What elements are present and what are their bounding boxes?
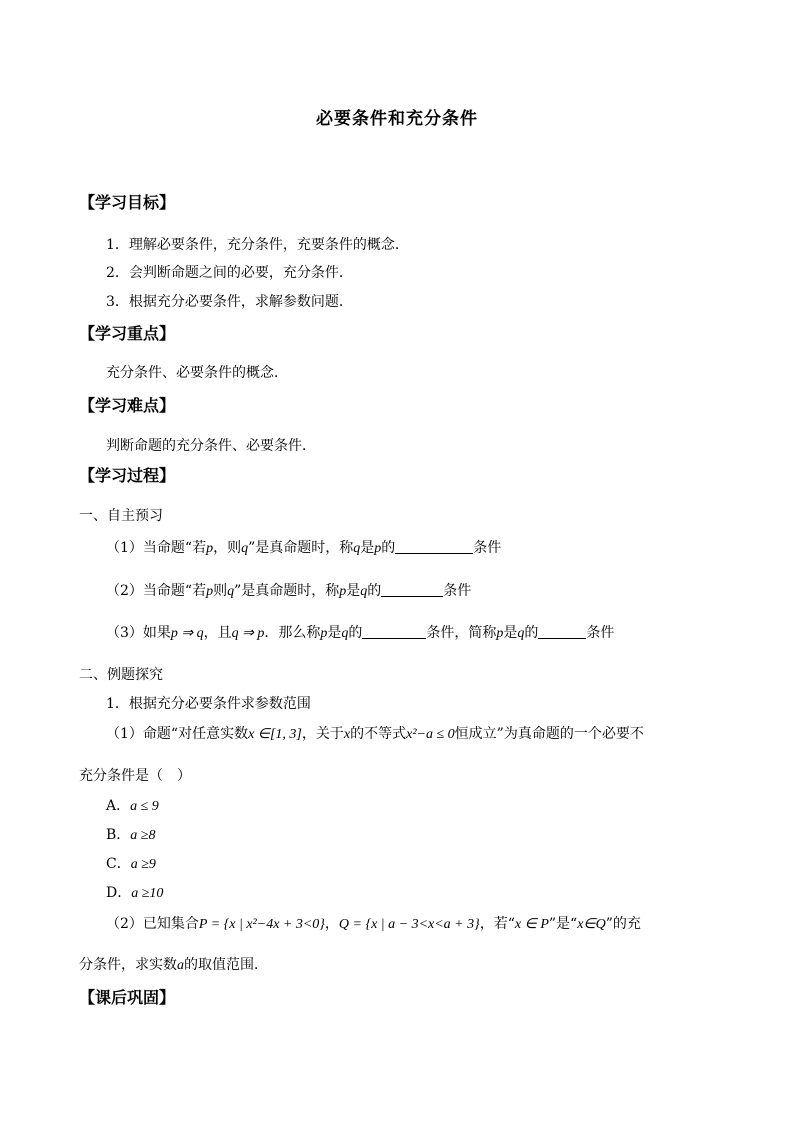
option-c[interactable]: C．a ≥9: [106, 856, 156, 872]
option-a[interactable]: A．a ≤ 9: [106, 798, 159, 814]
preview-question-2: （2）当命题“若p则q”是真命题时，称p是q的 条件: [106, 583, 472, 599]
objective-item: 2．会判断命题之间的必要，充分条件．: [106, 265, 353, 281]
answer-blank[interactable]: [381, 582, 443, 597]
key-points-text: 充分条件、必要条件的概念．: [106, 365, 288, 381]
example-1-stem-continued: 充分条件是（ ）: [79, 768, 191, 784]
section-heading-after-class: 【课后巩固】: [79, 988, 176, 1007]
section-heading-difficulties: 【学习难点】: [79, 396, 176, 415]
answer-blank[interactable]: [362, 624, 426, 639]
difficulties-text: 判断命题的充分条件、必要条件．: [106, 438, 316, 454]
preview-heading: 一、自主预习: [79, 508, 163, 524]
examples-subheading: 1．根据充分必要条件求参数范围: [106, 696, 311, 712]
answer-blank[interactable]: [395, 539, 473, 554]
option-d[interactable]: D．a ≥10: [106, 885, 164, 901]
answer-blank[interactable]: [538, 624, 586, 639]
example-2-stem: （2）已知集合P = {x | x²−4x + 3<0}，Q = {x | a − 3<x<a + 3}，若“x ∈ P”是“x∈Q”的充: [106, 916, 641, 932]
example-1-stem: （1）命题“对任意实数x ∈[1, 3]，关于x的不等式x²−a ≤ 0恒成立”为真命题的一个必要不: [106, 726, 644, 742]
preview-question-1: （1）当命题“若p，则q”是真命题时，称q是p的 条件: [106, 540, 502, 556]
option-b[interactable]: B．a ≥8: [106, 827, 156, 843]
objective-item: 3．根据充分必要条件，求解参数问题．: [106, 294, 353, 310]
section-heading-process: 【学习过程】: [79, 466, 176, 485]
section-heading-key-points: 【学习重点】: [79, 324, 176, 343]
page-title: 必要条件和充分条件: [316, 109, 478, 129]
example-2-stem-continued: 分条件，求实数a的取值范围．: [79, 957, 268, 973]
objective-item: 1．理解必要条件，充分条件，充要条件的概念．: [106, 237, 409, 253]
preview-question-3: （3）如果p ⇒ q，且q ⇒ p．那么称p是q的 条件，简称p是q的 条件: [106, 625, 615, 641]
examples-heading: 二、例题探究: [79, 667, 163, 683]
section-heading-objectives: 【学习目标】: [79, 193, 176, 212]
